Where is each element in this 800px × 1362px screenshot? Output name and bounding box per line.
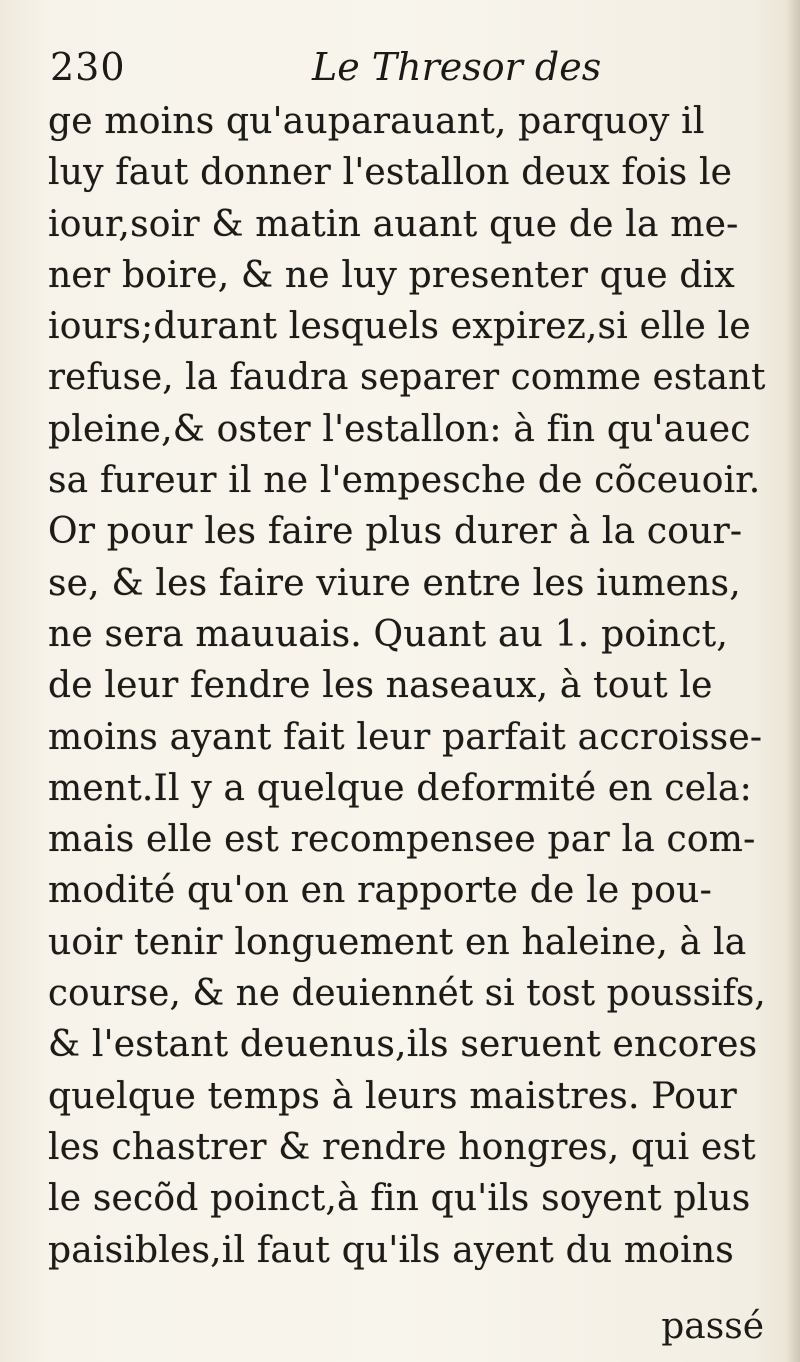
- text-line-16: modité qu'on en rapporte de le pou-: [48, 870, 712, 912]
- running-title: Le Thresor des: [312, 45, 602, 89]
- text-line-22: le secõd poinct,à fin qu'ils soyent plus: [48, 1178, 751, 1220]
- text-line-5: iours;durant lesquels expirez,si elle le: [48, 306, 751, 348]
- text-line-10: se, & les faire viure entre les iumens,: [48, 562, 741, 604]
- text-line-23: paisibles,il faut qu'ils ayent du moins: [48, 1229, 734, 1271]
- text-line-15: mais elle est recompensee par la com-: [48, 819, 756, 861]
- text-line-9: Or pour les faire plus durer à la cour-: [48, 511, 743, 553]
- text-line-11: ne sera mauuais. Quant au 1. poinct,: [48, 613, 728, 655]
- page-header: [50, 42, 770, 92]
- text-line-6: refuse, la faudra separer comme estant: [48, 357, 766, 399]
- text-line-1: ge moins qu'auparauant, parquoy il: [48, 101, 705, 142]
- text-line-4: ner boire, & ne luy presenter que dix: [48, 254, 735, 296]
- text-line-19: & l'estant deuenus,ils seruent encores: [48, 1024, 758, 1066]
- text-line-18: course, & ne deuiennét si tost poussifs,: [48, 973, 766, 1015]
- catchword-row: [48, 1302, 768, 1352]
- catchword: passé: [661, 1306, 764, 1347]
- text-line-8: sa fureur il ne l'empesche de cõceuoir.: [48, 460, 761, 502]
- text-line-13: moins ayant fait leur parfait accroisse-: [48, 716, 763, 758]
- page-edge-shadow: [786, 0, 800, 1362]
- body-text: [48, 96, 768, 1276]
- text-line-21: les chastrer & rendre hongres, qui est: [48, 1126, 756, 1168]
- text-line-3: iour,soir & matin auant que de la me-: [48, 203, 739, 245]
- text-line-14: ment.Il y a quelque deformité en cela:: [48, 767, 752, 809]
- text-line-2: luy faut donner l'estallon deux fois le: [48, 152, 733, 194]
- page-number: 230: [50, 45, 126, 89]
- text-line-20: quelque temps à leurs maistres. Pour: [48, 1075, 737, 1117]
- text-line-17: uoir tenir longuement en haleine, à la: [48, 921, 747, 963]
- text-line-12: de leur fendre les naseaux, à tout le: [48, 665, 713, 707]
- text-line-7: pleine,& oster l'estallon: à fin qu'auec: [48, 408, 751, 450]
